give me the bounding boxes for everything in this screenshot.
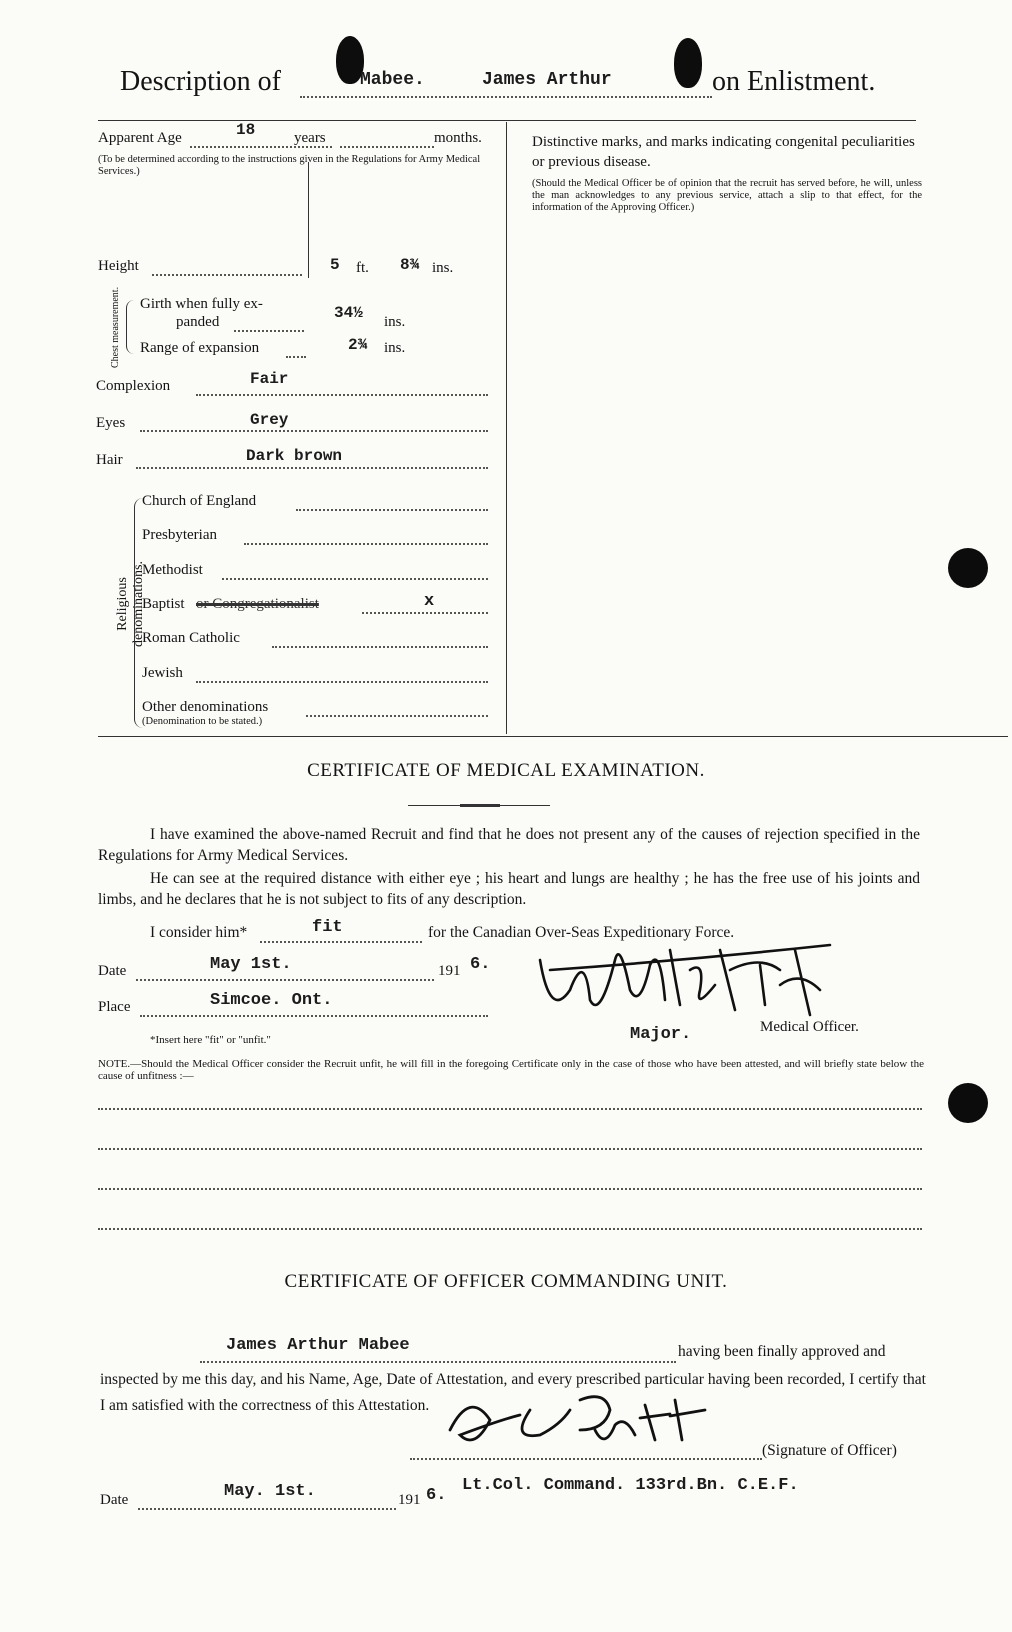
medical-date-label: Date (98, 963, 127, 979)
complexion-dots (196, 394, 488, 396)
height-label: Height (98, 258, 139, 274)
commanding-date-dots (138, 1508, 396, 1510)
medical-officer-label: Medical Officer. (760, 1019, 859, 1035)
hair-value: Dark brown (246, 447, 343, 465)
commanding-name-value: James Arthur Mabee (226, 1336, 410, 1355)
girth-label-1: Girth when fully ex- (140, 296, 263, 312)
hair-label: Hair (96, 452, 123, 468)
ink-blot-right (674, 38, 702, 88)
commanding-date-label: Date (100, 1492, 129, 1508)
unfit-line-2 (98, 1148, 922, 1150)
medical-date-value: May 1st. (210, 955, 292, 974)
medical-rank-value: Major. (630, 1025, 692, 1044)
chest-brace (126, 300, 135, 354)
commanding-signature-dots (410, 1458, 762, 1460)
commanding-date-value: May. 1st. (224, 1482, 316, 1501)
eyes-label: Eyes (96, 415, 126, 431)
unfit-line-3 (98, 1188, 922, 1190)
religion-other-note: (Denomination to be stated.) (142, 716, 263, 727)
commanding-year-prefix: 191 (398, 1492, 421, 1508)
medical-para-2: He can see at the required distance with either eye ; his heart and lungs are healthy ; he has the free use of his joints and limbs, and he declares that he is not subject to fits of any description. (98, 870, 920, 908)
religion-dots-0 (296, 509, 488, 511)
girth-value: 34½ (334, 304, 363, 322)
distinctive-marks-heading: Distinctive marks, and marks indicating congenital peculiarities or previous disease. (532, 134, 915, 170)
unfit-line-4 (98, 1228, 922, 1230)
age-value: 18 (236, 121, 256, 139)
punch-hole-bottom (948, 1083, 988, 1123)
age-note: (To be determined according to the instructions given in the Regulations for Army Medical Services.) (98, 154, 481, 177)
girth-unit: ins. (384, 314, 406, 330)
medical-note: NOTE.—Should the Medical Officer consider the Recruit unfit, he will fill in the foregoing Certificate only in the case of those who have been attested, and will briefly state below the cause of unfitness :— (98, 1058, 924, 1082)
height-in-value: 8¾ (400, 256, 420, 274)
top-rule (98, 120, 916, 121)
consider-label: I consider him* (150, 924, 248, 941)
hair-dots (136, 467, 488, 469)
months-dots (340, 146, 434, 148)
religion-dots-1 (244, 543, 488, 545)
religion-baptist-mark: x (424, 592, 435, 611)
medical-para-1: I have examined the above-named Recruit and find that he does not present any of the causes of rejection specified in the Regulations for Army Medical Services. (98, 826, 920, 864)
section-rule (98, 736, 1008, 737)
header-surname: Mabee. (360, 70, 425, 90)
religion-side-label-2: denominations. (131, 561, 146, 647)
girth-label-2: panded (176, 314, 220, 330)
height-dots (152, 274, 302, 276)
medical-date-dots (136, 979, 434, 981)
range-dots (286, 356, 306, 358)
height-ft-value: 5 (330, 256, 340, 274)
medical-place-label: Place (98, 999, 131, 1015)
religion-presbyterian: Presbyterian (142, 527, 217, 543)
consider-value: fit (312, 918, 343, 937)
commanding-signature-label: (Signature of Officer) (762, 1442, 897, 1459)
commanding-name-dots (200, 1361, 676, 1363)
religion-dots-6 (306, 715, 488, 717)
commanding-officer-signature (430, 1380, 730, 1460)
medical-heading-rule-center (460, 804, 500, 807)
commanding-text-2: inspected by me this day, and his Name, Age, Date of Attestation, and every prescribed particular having been recorded, I certify that I am satisfied with the correctness of this Attestation. (100, 1371, 926, 1414)
religion-baptist-strike: or Congregationalist (196, 596, 319, 612)
religion-dots-5 (196, 681, 488, 683)
range-value: 2¾ (348, 336, 368, 354)
girth-dots (234, 330, 304, 332)
religion-baptist: Baptist (142, 596, 185, 612)
medical-place-value: Simcoe. Ont. (210, 991, 333, 1010)
punch-hole-top (948, 548, 988, 588)
header-dotline (300, 96, 712, 98)
religion-roman-catholic: Roman Catholic (142, 630, 240, 646)
range-unit: ins. (384, 340, 406, 356)
years-label: years (294, 130, 326, 146)
eyes-dots (140, 430, 488, 432)
commanding-text-1: having been finally approved and (678, 1343, 886, 1360)
religion-dots-2 (222, 578, 488, 580)
medical-officer-signature (530, 930, 850, 1020)
medical-year-prefix: 191 (438, 963, 461, 979)
insert-note: *Insert here "fit" or "unfit." (150, 1034, 271, 1046)
religion-side-label-1: Religious (115, 577, 130, 631)
eyes-value: Grey (250, 411, 289, 429)
header-given-names: James Arthur (482, 70, 612, 90)
commanding-year-suffix: 6. (426, 1486, 447, 1505)
religion-jewish: Jewish (142, 665, 183, 681)
force-label: for the Canadian Over-Seas Expeditionary Force. (428, 924, 735, 941)
vertical-divider (506, 122, 507, 734)
religion-other: Other denominations (142, 699, 269, 715)
complexion-value: Fair (250, 370, 289, 388)
range-label: Range of expansion (140, 340, 260, 356)
medical-heading: CERTIFICATE OF MEDICAL EXAMINATION. (307, 760, 705, 781)
religion-dots-4 (272, 646, 488, 648)
header-title-right: on Enlistment. (712, 66, 876, 97)
religion-church-of-england: Church of England (142, 493, 257, 509)
chest-side-label: Chest measurement. (110, 286, 121, 368)
header-title-left: Description of (120, 66, 281, 97)
ft-label: ft. (356, 260, 369, 276)
commanding-officer-value: Lt.Col. Command. 133rd.Bn. C.E.F. (462, 1476, 799, 1495)
unfit-line-1 (98, 1108, 922, 1110)
religion-methodist: Methodist (142, 562, 203, 578)
consider-dots (260, 941, 422, 943)
apparent-age-label: Apparent Age (98, 130, 182, 146)
distinctive-marks-note: (Should the Medical Officer be of opinion that the recruit has served before, he will, unless the man acknowledges to any previous service, attach a slip to that effect, for the information of the Approving Officer.) (532, 178, 922, 213)
medical-place-dots (140, 1015, 488, 1017)
religion-dots-3 (362, 612, 488, 614)
height-ins-label: ins. (432, 260, 454, 276)
months-label: months. (434, 130, 482, 146)
medical-year-suffix: 6. (470, 955, 491, 974)
commanding-heading: CERTIFICATE OF OFFICER COMMANDING UNIT. (284, 1271, 728, 1292)
age-height-divider (308, 162, 309, 278)
complexion-label: Complexion (96, 378, 171, 394)
